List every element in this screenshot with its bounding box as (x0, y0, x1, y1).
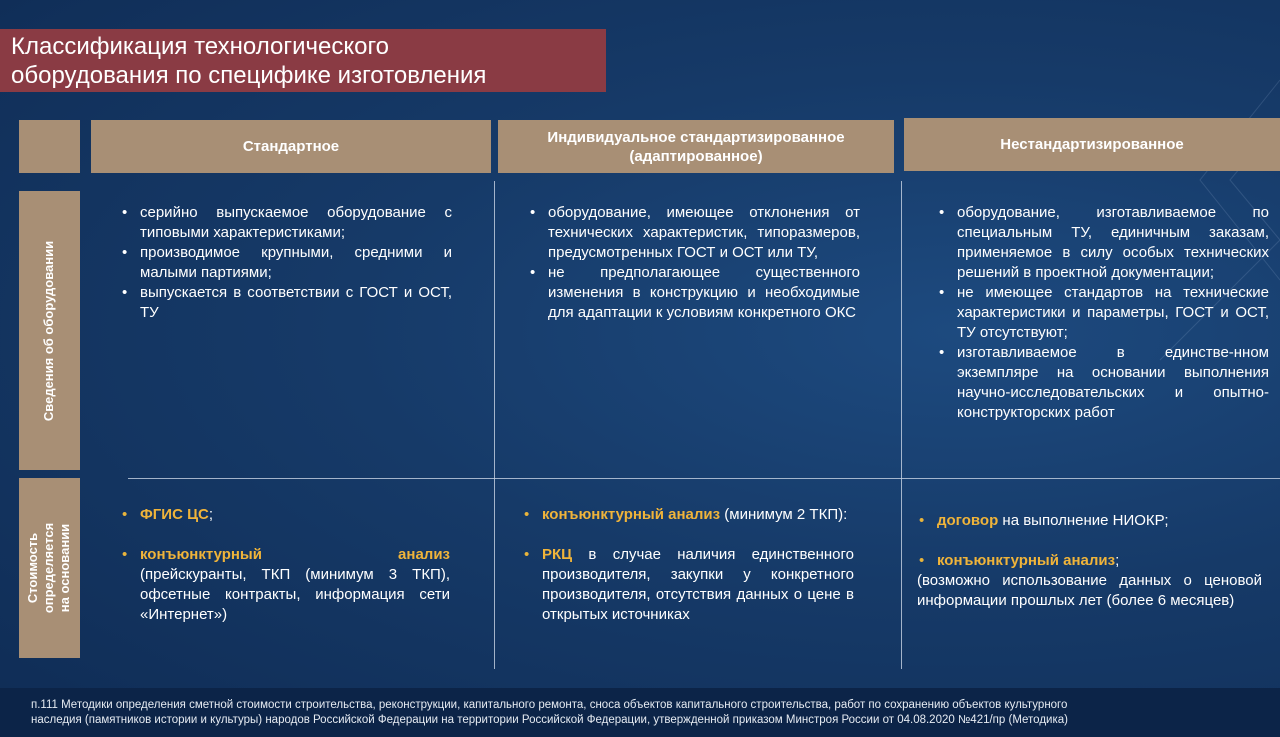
list-item: • изготавливаемое в единстве-нном экземпляре на основании выполнения научно-исследовательских и опытно-конструкторских работ (937, 343, 1269, 423)
row-label-info-text: Сведения об оборудовании (41, 240, 57, 421)
item-text: ; (1115, 552, 1120, 569)
list-item: • производимое крупными, средними и малыми партиями; (120, 243, 452, 283)
cost-cell-individual (522, 505, 854, 625)
row-label-cost-line-2: определяется (41, 522, 57, 614)
footer-note (0, 688, 1280, 737)
list-item: • не предполагающее существенного изменения в конструкцию и необходимые для адаптации к условиям конкретного ОКС (528, 263, 860, 323)
header-nonstandard (904, 118, 1280, 171)
list-item: • не имеющее стандартов на технические характеристики и параметры, ГОСТ и ОСТ, ТУ отсутствуют; (937, 283, 1269, 343)
row-label-cost-text (26, 523, 74, 613)
column-divider-2 (901, 181, 902, 669)
row-divider (128, 478, 1280, 479)
list-item (120, 505, 450, 525)
item-text: (минимум 2 ТКП): (720, 506, 848, 523)
highlight-text: конъюнктурный анализ (542, 506, 721, 523)
cost-cell-standard (120, 505, 450, 625)
highlight-text: конъюнктурный анализ (937, 552, 1116, 569)
header-individual-label-1: Индивидуальное стандартизированное (547, 128, 845, 146)
row-label-cost-line-3: на основании (57, 523, 73, 613)
info-cell-individual (528, 203, 860, 323)
page-title-line-2: оборудования по специфике изготовления (11, 62, 487, 89)
header-individual (498, 120, 894, 173)
list-item: • серийно выпускаемое оборудование с типовыми характеристиками; (120, 203, 452, 243)
list-item (120, 545, 450, 625)
corner-header-cell (19, 120, 80, 173)
info-cell-standard (120, 203, 452, 323)
list-item (917, 551, 1262, 571)
highlight-text: договор (937, 512, 999, 529)
footer-line-1: п.111 Методики определения сметной стоимости строительства, реконструкции, капитального ремонта, сноса объектов капитального строительства, работ по сохранению объектов культурного (31, 699, 1068, 711)
column-divider-1 (494, 181, 495, 669)
row-label-info (19, 191, 80, 470)
cost-cell-nonstandard (917, 511, 1262, 611)
cost-note: (возможно использование данных о ценовой информации прошлых лет (более 6 месяцев) (917, 572, 1262, 609)
header-nonstandard-label: Нестандартизированное (1000, 136, 1184, 153)
highlight-text: РКЦ (542, 546, 573, 563)
header-standard-label: Стандартное (242, 138, 340, 155)
item-text: в случае наличия единственного производителя, закупки у конкретного производителя, отсутствия данных о цене в открытых источниках (542, 546, 854, 623)
row-label-cost (19, 478, 80, 658)
item-text: (прейскуранты, ТКП (минимум 3 ТКП), офсетные контракты, информация сети «Интернет») (140, 566, 450, 623)
header-individual-label-2: (адаптированное) (629, 147, 763, 165)
item-text: на выполнение НИОКР; (998, 512, 1169, 529)
highlight-text: • конъюнктурный анализ (140, 546, 450, 563)
row-label-cost-line-1: Стоимость (25, 532, 41, 604)
list-item: • выпускается в соответствии с ГОСТ и ОСТ, ТУ (120, 283, 452, 323)
item-text: ; (208, 506, 214, 523)
list-item: • оборудование, изготавливаемое по специальным ТУ, единичным заказам, применяемое в силу особых технических решений в проектной документации; (937, 203, 1269, 283)
page-title-line-1: Классификация технологического (11, 33, 390, 60)
highlight-text: ФГИС ЦС (140, 506, 209, 523)
list-item (522, 505, 854, 525)
footer-line-2: наследия (памятников истории и культуры) народов Российской Федерации на территории Российской Федерации, утвержденной приказом Минстроя России от 04.08.2020 №421/пр (Методика) (31, 714, 1068, 726)
header-standard (91, 120, 491, 173)
list-item: • оборудование, имеющее отклонения от технических характеристик, типоразмеров, предусмотренных ГОСТ и ОСТ или ТУ, (528, 203, 860, 263)
list-item (522, 545, 854, 625)
list-item (917, 511, 1262, 531)
info-cell-nonstandard (937, 203, 1269, 423)
title-banner (0, 29, 606, 92)
